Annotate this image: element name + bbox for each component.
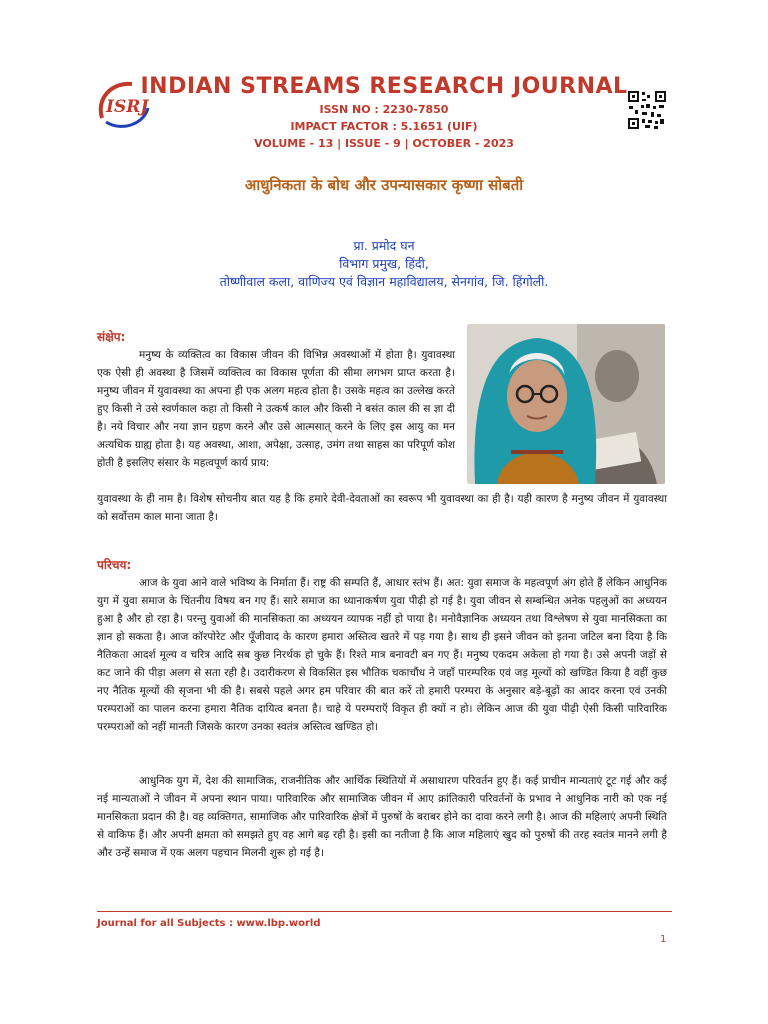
footer-journal-link[interactable]: Journal for all Subjects : www.lbp.world	[97, 918, 321, 929]
abstract-text-wrapped: मनुष्य के व्यक्तित्व का विकास जीवन की विभिन्न अवस्थाओं में होता है। युवावस्था एक ऐसी ही अवस्था है जिसमें व्यक्तित्व का विकास पूर्णता की सीमा लगभग प्राप्त करता है। मनुष्य जीवन में युवावस्था का अपना ही एक अलग महत्व होता है। उसके महत्व का उल्लेख करते हुए किसी ने उसे स्वर्णकाल कहा तो किसी ने उत्कर्ष काल और किसी ने बसंत काल की स ज्ञा दी है। नये विचार और नया ज्ञान ग्रहण करने और उसे आत्मसात् करने के लिए इस आयु का मन अत्यधिक ग्राह्य होता है। यह अवस्था, आशा, अपेक्षा, उत्साह, उमंग तथा साहस का परिपूर्ण कोश होती है इसलिए संसार के महत्वपूर्ण कार्य प्राय:	[97, 349, 455, 469]
author-name: प्रा. प्रमोद घन	[353, 238, 415, 253]
journal-title: INDIAN STREAMS RESEARCH JOURNAL	[140, 74, 628, 99]
author-designation: विभाग प्रमुख, हिंदी,	[339, 256, 429, 271]
paper-title: आधुनिकता के बोध और उपन्यासकार कृष्णा सोबती	[244, 176, 524, 194]
abstract-heading: संक्षेप:	[97, 330, 126, 344]
introduction-heading: परिचय:	[97, 558, 132, 572]
author-photo	[467, 324, 665, 484]
volume-line: VOLUME - 13 | ISSUE - 9 | OCTOBER - 2023	[254, 137, 514, 150]
abstract-text-full: युवावस्था के ही नाम है। विशेष सोचनीय बात यह है कि हमारे देवी-देवताओं का स्वरूप भी युवावस्था का ही है। यही कारण है मनुष्य जीवन में युवावस्था को सर्वोत्तम काल माना जाता है।	[97, 493, 667, 523]
footer-divider	[97, 911, 672, 912]
page-number: 1	[660, 934, 667, 945]
introduction-paragraph-2: आधुनिक युग में, देश की सामाजिक, राजनीतिक और आर्थिक स्थितियों में असाधारण परिवर्तन हुए हैं। कई प्राचीन मान्यताएं टूट गई और कई नई मान्यताओं ने जीवन में अपना स्थान पाया। पारिवारिक और सामाजिक जीवन में आए क्रांतिकारी परिवर्तनों के प्रभाव ने आधुनिक नारी को एक नई मानसिकता प्रदान की है। वह व्यक्तिगत, सामाजिक और पारिवारिक क्षेत्रों में पुरुषों के बराबर होने का दावा करने लगी है। आज की महिलाएं अपनी स्थिति से वाकिफ हैं। और अपनी क्षमता को समझते हुए वह आगे बढ़ रही है। इसी का नतीजा है कि आज महिलाएं खुद को पुरुषों की तरह स्वतंत्र मानने लगी है और उन्हें समाज में एक अलग पहचान मिलनी शुरू हो गई है।	[97, 775, 667, 859]
impact-factor-line: IMPACT FACTOR : 5.1651 (UIF)	[290, 120, 478, 133]
logo-text: ISRJ	[106, 97, 149, 117]
issn-line: ISSN NO : 2230-7850	[319, 103, 449, 116]
author-institution: तोष्णीवाल कला, वाणिज्य एवं विज्ञान महाविद्यालय, सेनगांव, जि. हिंगोली.	[219, 274, 549, 289]
introduction-paragraph-1: आज के युवा आने वाले भविष्य के निर्माता हैं। राष्ट्र की सम्पति हैं, आधार स्तंभ हैं। अत: युवा समाज के महत्वपूर्ण अंग होते हैं लेकिन आधुनिक युग में युवा समाज के चिंतनीय विषय बन गए हैं। सारे समाज का ध्यानाकर्षण युवा पीढ़ी हो गई है। युवा जीवन से सम्बन्धित अनेक पहलुओं का अध्ययन हुआ है और हो रहा है। परन्तु युवाओं की मानसिकता का अध्ययन व्यापक नहीं हो पाया है। मनोवैज्ञानिक अध्ययन तथा विश्लेषण से युवा मानसिकता का ज्ञान हो सकता है। आज कॉरपोरेट और पूँजीवाद के कारण हमारा अस्तित्व खतरे में पड़ गया है। साथ ही इसने जीवन को इतना जटिल बना दिया है कि नैतिकता आदर्श मूल्य व चरित्र आदि सब कुछ निरर्थक हो चुके हैं। रिश्ते मात्र बनावटी बन गए हैं। मनुष्य एकदम अकेला हो गया है। उसे अपनी जड़ों से कट जाने की पीड़ा अलग से सता रही है। उदारीकरण से विकसित इस भौतिक चकाचौंध ने जहाँ पारम्परिक एवं जड़ मूल्यों को खण्डित किया है वहीं कुछ नए नैतिक मूल्यों की सृजना भी की है। सबसे पहले अगर हम परिवार की बात करें तो हमारी परम्परा के अनुसार बड़े-बूढ़ों का आदर करना एवं उनकी परम्पराओं का पालन करना हमारा नैतिक दायित्व बनता है। चाहे ये परम्पराएँ विकृत ही क्यों न हो। लेकिन आज की युवा पीढ़ी ऐसी किसी पारिवारिक परम्पराओं को नहीं मानती जिसके कारण उनका स्वतंत्र अस्तित्व खण्डित हो।	[97, 577, 667, 733]
